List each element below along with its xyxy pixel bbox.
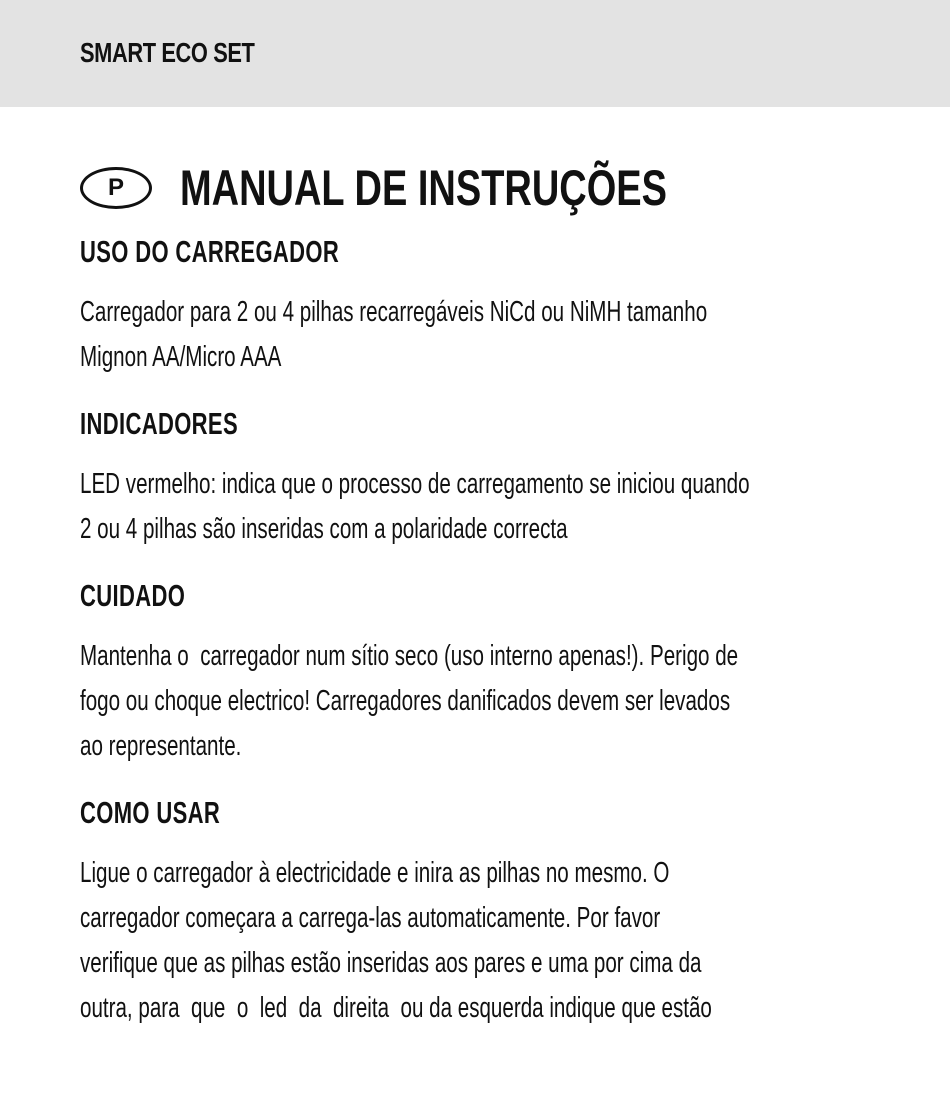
body-line: 2 ou 4 pilhas são inseridas com a polaridade correcta [80,513,568,545]
section-heading: USO DO CARREGADOR [80,234,340,269]
section-heading: CUIDADO [80,578,186,613]
manual-content [80,230,861,1031]
section-heading: INDICADORES [80,406,238,441]
section-uso-do-carregador [80,230,861,402]
body-line: Mignon AA/Micro AAA [80,341,282,373]
section-indicadores [80,402,861,574]
section-cuidado [80,574,861,791]
title-row [80,160,821,216]
body-line: fogo ou choque electrico! Carregadores danificados devem ser levados [80,685,731,717]
body-line: Mantenha o carregador num sítio seco (uso interno apenas!). Perigo de [80,640,739,672]
body-line: ao representante. [80,730,242,762]
section-body [80,290,861,380]
product-name: SMART ECO SET [80,37,255,68]
body-line: Ligue o carregador à electricidade e inira as pilhas no mesmo. O [80,857,670,889]
section-heading: COMO USAR [80,795,221,830]
section-como-usar [80,791,861,1031]
section-body [80,851,861,1031]
body-line: outra, para que o led da direita ou da esquerda indique que estão [80,992,712,1024]
body-line: verifique que as pilhas estão inseridas aos pares e uma por cima da [80,947,702,979]
header-band [0,0,950,107]
section-body [80,462,861,552]
body-line: LED vermelho: indica que o processo de carregamento se iniciou quando [80,468,750,500]
body-line: carregador começara a carrega-las automaticamente. Por favor [80,902,661,934]
section-body [80,634,861,769]
page-title: MANUAL DE INSTRUÇÕES [180,160,667,216]
body-line: Carregador para 2 ou 4 pilhas recarregáveis NiCd ou NiMH tamanho [80,296,708,328]
language-badge: P [80,167,152,209]
